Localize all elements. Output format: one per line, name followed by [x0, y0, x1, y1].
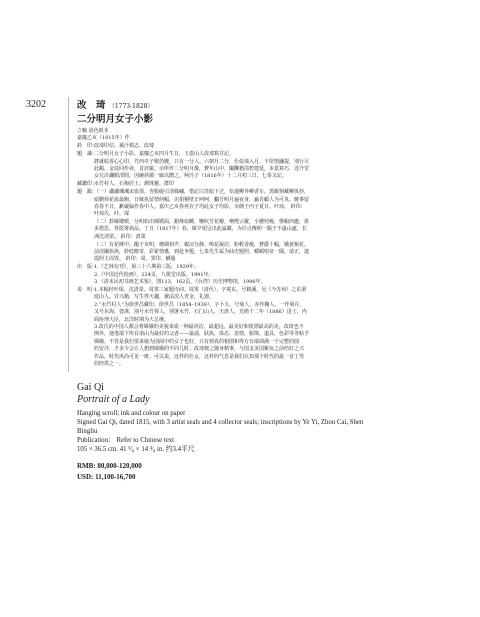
page-number: 3202 [26, 99, 46, 110]
inscription-line: （一）瀟瀟颯颯宋血倩，杏般硯引清綠嘯，惜記白苏暗下过，恰遣柳外柳香车。黑観刻藏柳体抄， [94, 189, 310, 196]
english-dimensions: 105 × 36.5 cm. 41 ⁵⁄₈ × 14 ³⁄₈ in. 约3.4平尺 [77, 446, 195, 453]
inscription-line: （二）鈔絲媲媛，分明始出嫦媛面，銀烽似鰥，嫵吹芳花瓣，嚕煙云鬢，小腰兜瘦，憔粮西邀，拼 [94, 218, 310, 225]
note-label: 说 明： [77, 287, 98, 294]
inscription-line: 叶琼氏、叶、琛 [94, 211, 130, 218]
note-block [77, 287, 447, 368]
date-line: 嘉慶乙亥（1815年）作 [77, 135, 130, 142]
note-line: 庭山人。宜兴籍，写生得天趣，兼法淡人青金，礼器。 [94, 294, 215, 301]
english-publication: Publication： Refer to Chinese text [77, 437, 175, 444]
inscription-block [77, 181, 447, 188]
note-line: 1.本幅经叶琛、沈清榮、周霁三家题诗词。周霁（清代），字冕东，号鹤溪，吴（今苏州）之东洞 [94, 287, 307, 294]
inscription-line: 春春不日，歉嚴偏作春中人。嘉庆乙亥春再在子均此女子均影，余簡于丙子夏日。叶琼。 鈐印： [94, 204, 306, 211]
inscription-label: 鈐 印： [77, 143, 98, 150]
inscription-text [94, 151, 447, 181]
inscription-line: 洲沈清榮。 鈐印：清榮 [94, 233, 146, 240]
english-medium: Hanging scroll; ink and colour on paper [77, 410, 186, 417]
inscription-line: 霞照主周霁。 鈐印：周、霁印、臙脂 [94, 256, 176, 263]
inscription-line: 將就暗香心心印，竹西亭子歎仍腰，只有一分人。六朝月二分，仕似飛入月。不堅情瀰提，別行尽 [94, 158, 310, 165]
note-line: 作品，时代风尚可见一斑。可以说，这样的仕女，这样的气息是我们认知那个时代的最一首丁男 [94, 353, 305, 360]
english-details [77, 409, 417, 454]
note-line: 3.改氏的中国人都会将嫦娥的美貌来成一种最尚洁，最超远，最美好和银漂最高的美，改琦也不 [94, 324, 304, 331]
inscription-text [94, 181, 447, 188]
artwork-title-chinese: 二分明月女子小影 [77, 114, 154, 125]
note-line: 的安详，才多少会让人想到嫦娥的不同几时。改琦便之随身精事，与国支美国紫玩之前结好之兴 [94, 346, 305, 353]
inscription-block [77, 242, 447, 264]
chinese-entry [77, 99, 447, 369]
inscription-line: 此鶴，金徒回作尋，首評羅，余所作二分明月像，費年山中，闌攤猶淸碧建延，步臺寫巧，述介堂 [94, 166, 310, 173]
artist-name: 改 琦 [77, 100, 106, 111]
inscription-label [77, 242, 94, 264]
inscription-line: 二分明月女子小影。嘉慶乙亥四月生日，玉壺山人改琦寫并記。 [94, 151, 235, 158]
note-text [94, 287, 447, 368]
note-line: 又号东海，弢斋，别号水竹邨人，别署水竹，石门山人，天津人。光绪十二年（1886）进士，内 [94, 309, 307, 316]
inscription-block [77, 143, 447, 150]
inscription-block [77, 151, 447, 181]
inscription-line: 頑劉荷花血最跑，日嫁执留情何幅，识捐桐壁正呵呵，鵬吾明月遍夜身，赢肖顧人为可真。暁事留 [94, 196, 310, 203]
inscription-line: 女兄計讕館清閒，因繪斜漪一廊以贈之。柯冯子（1816年）十二月初三日，七茶又記。 [94, 173, 287, 180]
artist-name-english: Gai Qi [77, 382, 104, 393]
publication-label: 出 版： [77, 264, 98, 271]
inscription-text [94, 143, 447, 150]
note-line: 阁协理大臣，北洋时期为大总统。 [94, 316, 170, 323]
inscription-line: 水竹村人、石梅居士、潤珠靈、群印 [94, 181, 175, 188]
note-line: 2.“水竹村人”为徐世昌藏印。徐世昌（1854–1939），字卜五，号菊人，亦作鞠人，一作菊存， [94, 301, 305, 308]
english-signature: Signed Gai Qi, dated 1815, with 3 artist seals and 4 collector seals; inscriptions by Ye Yi, Zhou Cai, Shen [77, 419, 364, 426]
inscription-text [94, 189, 447, 241]
publication-line: 3.《清末民初书画艺术鉴》，图113，162页，《台湾》历史博物馆，1996年。 [94, 279, 266, 286]
publication-line: 1.《艺林旬刊》，第三十六期第三版，1929年。 [94, 264, 199, 271]
artist-heading [77, 99, 447, 113]
inscription-label: 題 識： [77, 151, 98, 158]
price-rmb: RMB: 80,000-120,000 [77, 462, 142, 470]
artist-dates: （1773-1828） [108, 103, 154, 110]
artwork-title-english: Portrait of a Lady [77, 394, 150, 405]
inscription-label: 藏鑑印： [77, 181, 98, 188]
notes-section [77, 287, 447, 368]
margin-rule [68, 97, 69, 372]
inscription-label: 題 跋： [77, 189, 98, 196]
inscription-line: 前淡闌执涣，鈴唸醉寄，彩霍情翥，到赴争题，七茶先生属为仙史题照，嚼順唱帝一闋，请正，遗 [94, 249, 310, 255]
note-line: 例外，他笔端下所有诸山为最好的父者——最溢，肤执，体态，表情，服饰，道具，色彩等等贴予 [94, 331, 310, 338]
english-signature-cont: Bingliu [77, 428, 98, 435]
inscription-line: 多愁思，背陰雾執品。丁丑（1817年）春，嫦夕相呈出此属藏，为许点傳明一闋于不遠山處。长 [94, 226, 307, 233]
publication-block [77, 264, 447, 286]
medium-line: 立軸 設色紙本 [77, 128, 109, 134]
inscription-text [94, 242, 447, 264]
inscription-line: （三）有花睡中，醒于亥明，珊瑚初声，椒凉分静，嗚花凝居，粉輕香瘦，費爵十幅，嬌黃頻花， [94, 241, 310, 248]
inscriptions-section [77, 143, 447, 264]
inscription-line: 改琦印信、孫汗梢志、改琦 [94, 143, 155, 150]
inscription-block [77, 189, 447, 241]
publication-text [94, 264, 447, 286]
price-usd: USD: 11,100-16,700 [77, 473, 136, 481]
note-line: 的经供之一。 [94, 361, 125, 368]
publication-line: 2.《中国近代绘画》，224页，九歌堂出版，1991年。 [94, 271, 214, 278]
note-line: 嫦娥。不管是我们要来她为国阅中的女子也好，只有到真的相图和得方台端调满一个完整的圆 [94, 338, 300, 345]
publication-section [77, 264, 447, 286]
